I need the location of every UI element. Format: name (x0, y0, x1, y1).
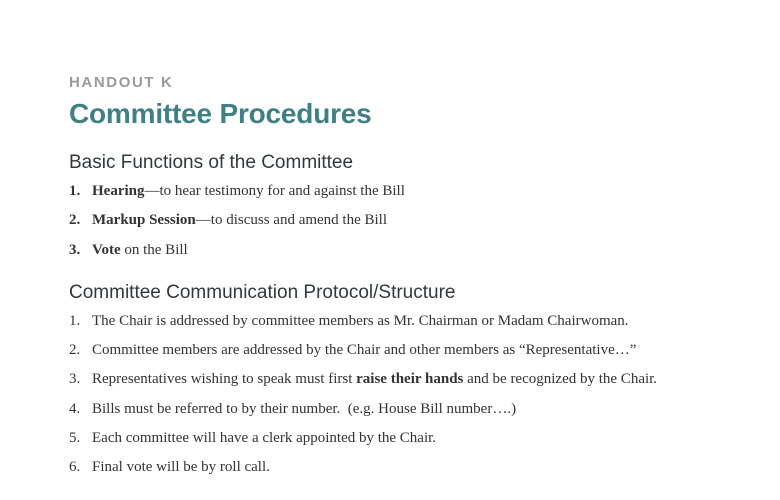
list-item-number: 1. (69, 312, 81, 329)
list-item (69, 236, 759, 265)
list-item-term: Markup Session (92, 212, 196, 229)
list-item-text: Final vote will be by roll call. (92, 459, 270, 476)
list-item (69, 424, 759, 453)
list-item-text-after: and be recognized by the Chair. (463, 371, 658, 388)
list-item (69, 206, 759, 235)
list-item-number: 3. (69, 371, 81, 388)
list-item-text (92, 206, 387, 235)
list-item-text (92, 365, 657, 394)
list-item-text: Each committee will have a clerk appointed by the Chair. (92, 430, 437, 447)
list-item-term: Vote (92, 241, 121, 258)
list-item-number: 5. (69, 430, 81, 447)
list-item-term: Hearing (92, 183, 145, 199)
list-item (69, 453, 759, 482)
list-item (69, 336, 759, 365)
document-content (69, 72, 759, 483)
list-item-text-before: Representatives wishing to speak must first (92, 371, 357, 388)
list-item-number: 2. (69, 342, 81, 359)
protocol-list (69, 307, 759, 483)
list-item-text (92, 236, 188, 265)
list-item-number: 2. (69, 212, 81, 229)
list-item-emphasis: raise their hands (356, 371, 464, 388)
page-title: Committee Procedures (69, 98, 372, 129)
list-item-number: 4. (69, 400, 81, 417)
list-item (69, 177, 759, 206)
list-item (69, 307, 759, 336)
basic-functions-heading: Basic Functions of the Committee (69, 152, 354, 173)
list-item-text (92, 177, 405, 206)
list-item-number: 6. (69, 459, 81, 476)
list-item-number: 3. (69, 241, 81, 258)
list-item-text: Bills must be referred to by their number. (e.g. House Bill number….) (92, 400, 517, 417)
basic-functions-list (69, 177, 759, 265)
list-item-description: —to hear testimony for and against the Bill (144, 183, 405, 199)
protocol-heading: Committee Communication Protocol/Structure (69, 281, 456, 303)
list-item-description: on the Bill (120, 241, 188, 258)
list-item-text: Committee members are addressed by the Chair and other members as “Representative…” (92, 342, 637, 359)
list-item (69, 395, 759, 424)
handout-label: HANDOUT K (69, 74, 174, 91)
list-item-description: —to discuss and amend the Bill (195, 212, 388, 229)
list-item (69, 365, 759, 394)
list-item-number: 1. (69, 183, 81, 199)
list-item-text: The Chair is addressed by committee members as Mr. Chairman or Madam Chairwoman. (92, 312, 629, 329)
